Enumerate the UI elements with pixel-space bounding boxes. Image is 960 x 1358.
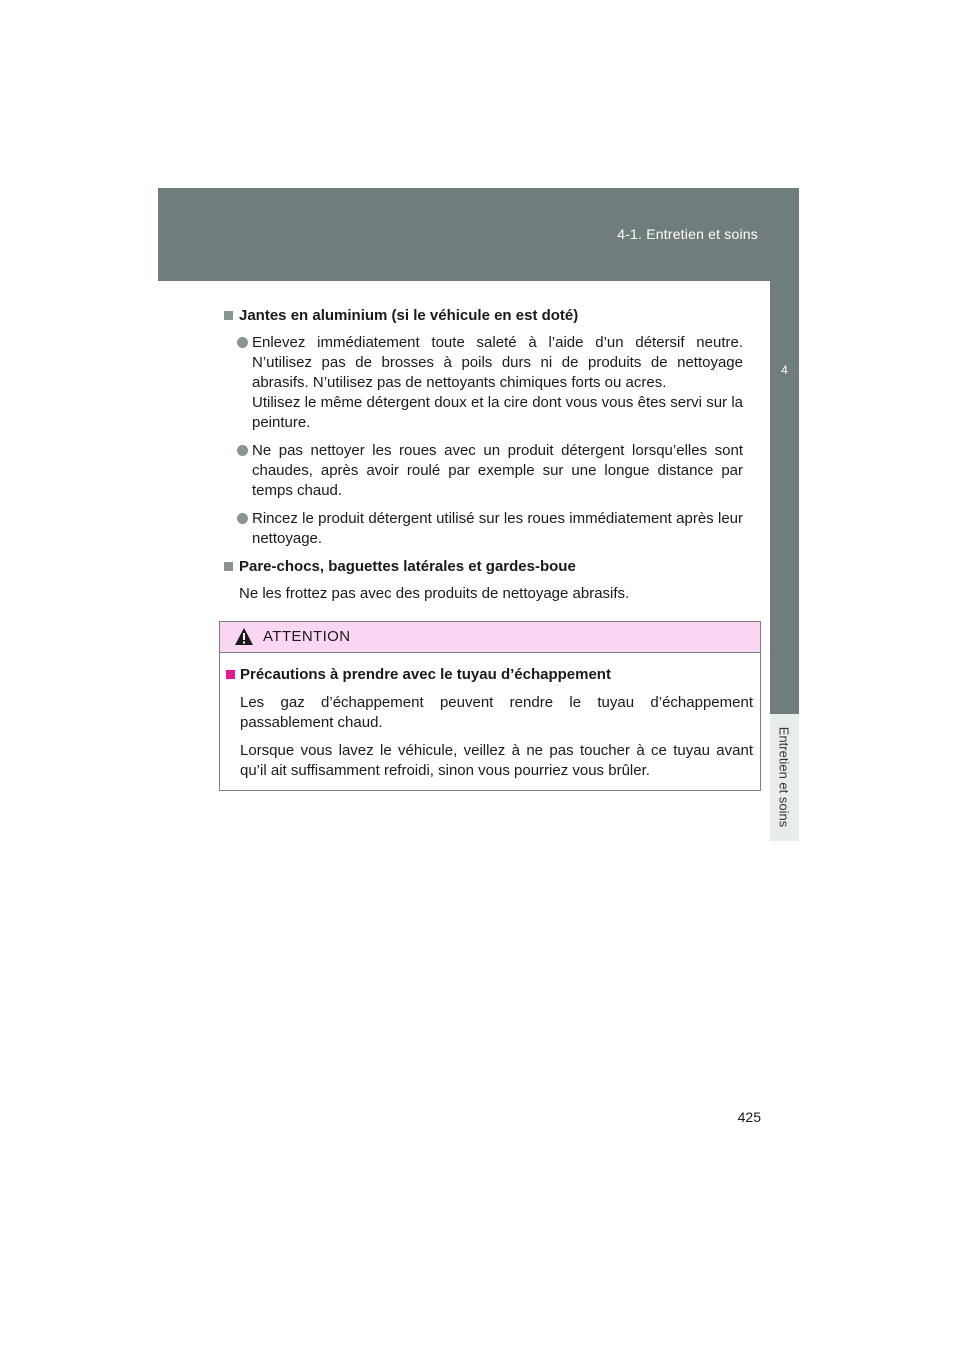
warning-box [219, 621, 761, 791]
round-bullet-icon [237, 337, 248, 348]
chapter-label: Entretien et soins [776, 726, 792, 828]
list-item [224, 333, 743, 433]
square-bullet-icon [224, 562, 233, 571]
main-content [224, 306, 743, 612]
warning-triangle-icon [234, 627, 254, 646]
warning-header [220, 622, 760, 653]
bullet-text: Enlevez immédiatement toute saleté à l’aide d’un détersif neutre. N’utilisez pas de brosses à poils durs ni de produits de nettoyage abrasifs. N’utilisez pas de nettoyants chimiques forts ou acres. [252, 334, 743, 391]
page-number: 425 [737, 1109, 761, 1125]
warning-heading: Précautions à prendre avec le tuyau d’échappement [226, 665, 753, 685]
warning-title: ATTENTION [263, 628, 351, 645]
warning-body [220, 653, 760, 781]
list-item [224, 509, 743, 549]
page-header-bar [158, 188, 799, 281]
bullet-text-continued: Utilisez le même détergent doux et la cire dont vous vous êtes servi sur la peinture. [252, 394, 743, 431]
list-item [224, 441, 743, 501]
section-heading-alloy-wheels: Jantes en aluminium (si le véhicule en est doté) [224, 306, 743, 326]
square-bullet-icon [226, 670, 235, 679]
round-bullet-icon [237, 513, 248, 524]
section-heading-bumpers: Pare-chocs, baguettes latérales et gardes-boue [224, 557, 743, 577]
chapter-tab [770, 281, 799, 714]
warning-paragraph: Lorsque vous lavez le véhicule, veillez à ne pas toucher à ce tuyau avant qu’il ait suffisamment refroidi, sinon vous pourriez vous brûler. [240, 742, 753, 779]
bullet-text: Ne pas nettoyer les roues avec un produit détergent lorsqu’elles sont chaudes, après avoir roulé par exemple sur une longue distance par temps chaud. [252, 442, 743, 499]
round-bullet-icon [237, 445, 248, 456]
section-title: 4-1. Entretien et soins [617, 226, 758, 242]
warning-paragraph: Les gaz d’échappement peuvent rendre le tuyau d’échappement passablement chaud. [240, 694, 753, 731]
chapter-number: 4 [781, 363, 788, 377]
square-bullet-icon [224, 311, 233, 320]
bullet-text: Rincez le produit détergent utilisé sur les roues immédiatement après leur nettoyage. [252, 510, 743, 547]
bumpers-text: Ne les frottez pas avec des produits de nettoyage abrasifs. [239, 585, 630, 602]
